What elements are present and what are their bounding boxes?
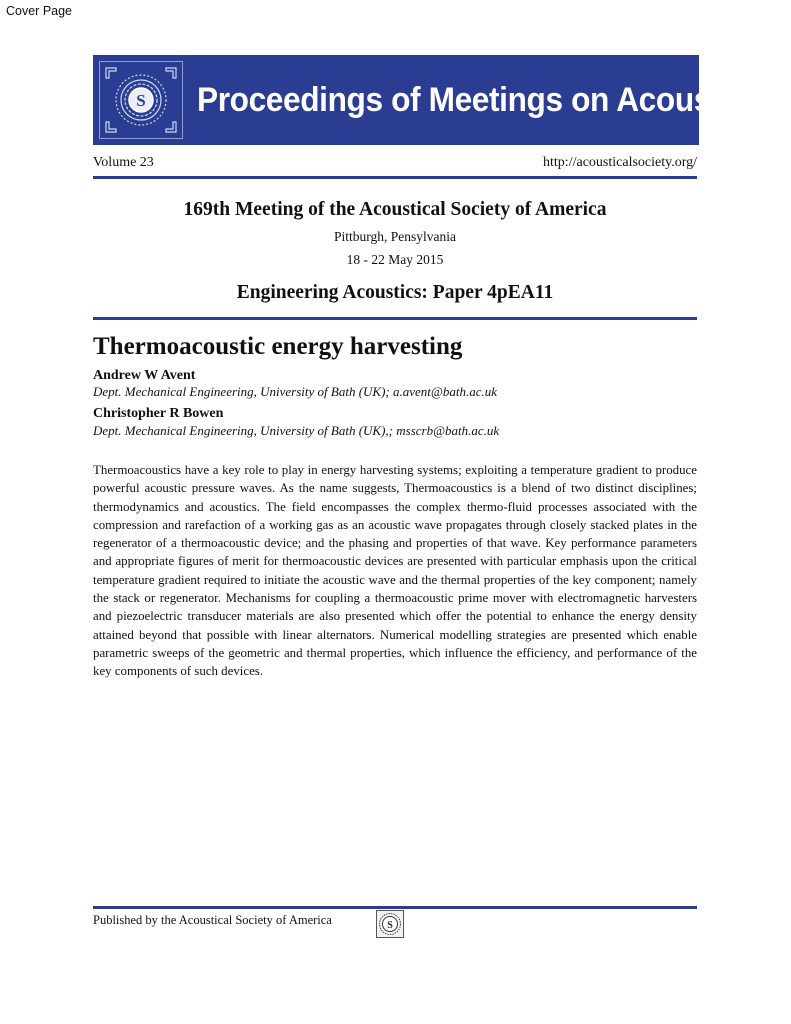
cover-page-label: Cover Page (6, 4, 73, 18)
journal-banner (93, 55, 764, 145)
title-divider (93, 317, 697, 320)
author-name: Christopher R Bowen (93, 406, 224, 421)
asa-logo-letter: S (136, 91, 146, 110)
author-affiliation: Dept. Mechanical Engineering, University of Bath (UK),; msscrb@bath.ac.uk (93, 423, 500, 438)
asa-logo-icon (100, 62, 182, 138)
footer-logo-letter: S (387, 920, 393, 931)
asa-footer-logo-icon (376, 910, 404, 938)
paper-title: Thermoacoustic energy harvesting (93, 333, 463, 360)
journal-title: Proceedings of Meetings on Acoustics (197, 80, 764, 119)
meeting-location: Pittburgh, Pensylvania (333, 229, 456, 244)
volume-row (93, 155, 697, 171)
meeting-name: 169th Meeting of the Acoustical Society of America (183, 199, 607, 220)
header-divider (93, 176, 697, 179)
author-affiliation: Dept. Mechanical Engineering, University of Bath (UK); a.avent@bath.ac.uk (93, 384, 498, 399)
publisher-line: Published by the Acoustical Society of America (93, 913, 332, 927)
author-name: Andrew W Avent (93, 368, 196, 383)
abstract-text: Thermoacoustics have a key role to play in energy harvesting systems; exploiting a temperature gradient to produce powerful acoustic pressure waves. As the name suggests, Thermoacoustics is a blend of two distinct disciplines; thermodynamics and acoustics. The field encompasses the complex thermo-fluid processes associated with the compression and rarefaction of a working gas as an acoustic wave propagates through closely stacked plates in the regenerator of a thermoacoustic device; and the phasing and properties of that wave. Key performance parameters and appropriate figures of merit for thermoacoustic devices are presented with particular emphasis upon the critical temperature gradient required to initiate the acoustic wave and the thermal properties of the key component; namely the stack or regenerator. Mechanisms for coupling a thermoacoustic prime mover with electromagnetic harvesters and piezoelectric transducer materials are also presented which offer the potential to enhance the energy density attained beyond that possible with linear alternators. Numerical modelling strategies are presented which enable parametric sweeps of the geometric and thermal properties, which influence the efficiency, and performance of the key components of such devices. (93, 463, 697, 679)
footer-divider (93, 906, 697, 909)
session-paper-id: Engineering Acoustics: Paper 4pEA11 (236, 282, 554, 303)
asa-logo (99, 61, 183, 139)
journal-url[interactable]: http://acousticalsociety.org/ (543, 155, 697, 170)
meeting-dates: 18 - 22 May 2015 (346, 252, 444, 267)
volume-number: Volume 23 (93, 155, 154, 170)
